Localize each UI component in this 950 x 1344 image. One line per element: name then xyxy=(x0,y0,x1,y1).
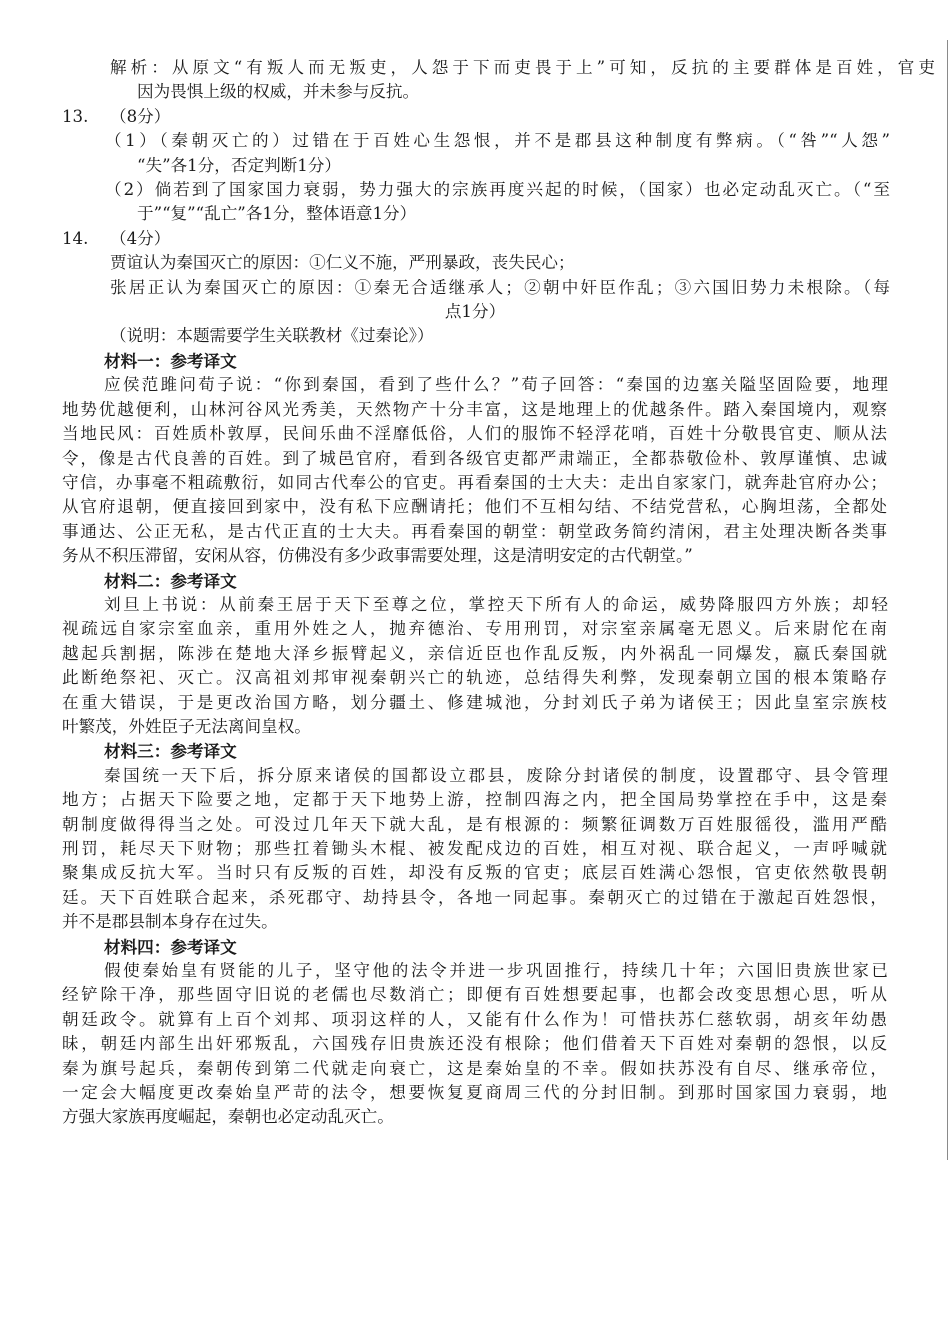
q14-line-3: 点1分） xyxy=(444,302,506,322)
material1-line: 务从不积压滞留，安闲从容，仿佛没有多少政事需要处理，这是清明安定的古代朝堂。” xyxy=(62,546,693,566)
material3-line: 聚集成反抗大军。当时只有反叛的百姓，却没有反叛的官吏；底层百姓满心怨恨，官吏依然敬畏朝 xyxy=(62,863,887,883)
material2-line: 叶繁茂，外姓臣子无法离间皇权。 xyxy=(62,716,311,736)
q12-analysis-line-2: 因为畏惧上级的权威，并未参与反抗。 xyxy=(137,82,420,102)
material3-paragraph xyxy=(0,764,950,935)
material2-line: 视疏远自家宗室血亲，重用外姓之人，抛弃德治、专用刑罚，对宗室亲属毫无恩义。后来尉佗在南 xyxy=(62,619,887,639)
material4-line: 朝廷政令。就算有上百个刘邦、项羽这样的人，又能有什么作为！可惜扶苏仁慈软弱，胡亥年幼愚 xyxy=(62,1009,887,1029)
material4-line: 经铲除干净，那些固守旧说的老儒也尽数消亡；即便有百姓想要起事，也都会改变思想心思，听从 xyxy=(62,985,887,1005)
material1-heading: 材料一：参考译文 xyxy=(104,350,237,371)
material2-paragraph xyxy=(0,593,950,739)
material3-heading: 材料三：参考译文 xyxy=(104,741,237,762)
material3-line: 并不是郡县制本身存在过失。 xyxy=(62,912,278,932)
material3-line: 朝制度做得得当之处。可没过几年天下就大乱，是有根源的：频繁征调数万百姓服徭役，滥用严酷 xyxy=(62,814,887,834)
q13-item2-line-1: （2）倘若到了国家国力衰弱，势力强大的宗族再度兴起的时候，（国家）也必定动乱灭亡。（“至 xyxy=(105,180,890,200)
material4-line: 一定会大幅度更改秦始皇严苛的法令，想要恢复夏商周三代的分封旧制。到那时国家国力衰弱，地 xyxy=(62,1083,887,1103)
material3-line: 地方；占据天下险要之地，定都于天下地势上游，控制四海之内，把全国局势掌控在手中，这是秦 xyxy=(62,790,887,810)
q13-item2-line-2: 于”“复”“乱亡”各1分，整体语意1分） xyxy=(137,204,417,224)
material4-heading: 材料四：参考译文 xyxy=(104,936,237,957)
material1-line: 地势优越便利，山林河谷风光秀美，天然物产十分丰富，这是地理上的优越条件。踏入秦国境内，观察 xyxy=(62,399,887,419)
material3-line: 秦国统一天下后，拆分原来诸侯的国都设立郡县，废除分封诸侯的制度，设置郡守、县令管理 xyxy=(104,765,888,785)
q14-line-1: 贾谊认为秦国灭亡的原因：①仁义不施，严刑暴政，丧失民心； xyxy=(110,253,575,273)
material2-line: 刘旦上书说：从前秦王居于天下至尊之位，掌控天下所有人的命运，威势降服四方外族；却轻 xyxy=(104,594,888,614)
q12-analysis-line-1: 解析：从原文“有叛人而无叛吏，人怨于下而吏畏于上”可知，反抗的主要群体是百姓，官吏 xyxy=(110,58,935,77)
q14-line-2: 张居正认为秦国灭亡的原因：①秦无合适继承人；②朝中奸臣作乱；③六国旧势力未根除。（每 xyxy=(110,277,890,297)
material1-line: 当地民风：百姓质朴敦厚，民间乐曲不淫靡低俗，人们的服饰不轻浮花哨，百姓十分敬畏官吏、顺从法 xyxy=(62,424,887,444)
material4-line: 假使秦始皇有贤能的儿子，坚守他的法令并进一步巩固推行，持续几十年；六国旧贵族世家已 xyxy=(104,961,888,981)
material1-line: 事通达、公正无私，是古代正直的士大夫。再看秦国的朝堂：朝堂政务简约清闲，君主处理决断各类事 xyxy=(62,521,887,541)
material4-line: 秦为旗号起兵，秦朝传到第二代就走向衰亡，这是秦始皇的不幸。假如扶苏没有自尽、继承帝位， xyxy=(62,1058,887,1078)
q14-note: （说明：本题需要学生关联教材《过秦论》） xyxy=(110,326,434,346)
q13-item1-line-1: （1）（秦朝灭亡的）过错在于百姓心生怨恨，并不是郡县这种制度有弊病。（“咎”“人怨” xyxy=(105,131,890,151)
q14-score: （4分） xyxy=(110,228,171,248)
page-content xyxy=(0,56,950,1130)
material2-line: 此断绝祭祀、灭亡。汉高祖刘邦审视秦朝兴亡的轨迹，总结得失利弊，发现秦朝立国的根本策略存 xyxy=(62,668,887,688)
material1-line: 应侯范雎问荀子说：“你到秦国，看到了些什么？”荀子回答：“秦国的边塞关隘坚固险要，地理 xyxy=(104,375,888,395)
material1-line: 令，像是古代良善的百姓。到了城邑官府，看到各级官吏都严肃端正，全都恭敬俭朴、敦厚谨慎、忠诚 xyxy=(62,448,887,468)
material1-paragraph xyxy=(0,373,950,568)
material4-line: 昧，朝廷内部生出奸邪叛乱，六国残存旧贵族还没有根除；他们借着天下百姓对秦朝的怨恨，以反 xyxy=(62,1034,887,1054)
material1-line: 守信，办事毫不粗疏敷衍，如同古代奉公的官吏。再看秦国的士大夫：走出自家家门，就奔赴官府办公； xyxy=(62,472,887,492)
material3-line: 廷。天下百姓联合起来，杀死郡守、劫持县令，各地一同起事。秦朝灭亡的过错在于激起百姓怨恨， xyxy=(62,887,887,907)
material4-line: 方强大家族再度崛起，秦朝也必定动乱灭亡。 xyxy=(62,1107,394,1127)
q14-header xyxy=(0,227,950,251)
q13-number: 13. xyxy=(62,106,89,126)
material3-line: 刑罚，耗尽天下财物；那些扛着锄头木棍、被发配戍边的百姓，相互对视、联合起义，一声呼喊就 xyxy=(62,839,887,858)
q13-header xyxy=(0,105,950,129)
material4-paragraph xyxy=(0,959,950,1130)
material2-line: 越起兵割据，陈涉在楚地大泽乡振臂起义，亲信近臣也作乱反叛，内外祸乱一同爆发，嬴氏秦国就 xyxy=(62,643,887,663)
material2-line: 在重大错误，于是更改治国方略，划分疆土、修建城池，分封刘氏子弟为诸侯王；因此皇室宗族枝 xyxy=(62,692,887,712)
material2-heading: 材料二：参考译文 xyxy=(104,570,237,591)
q13-item1-line-2: “失”各1分，否定判断1分） xyxy=(137,155,342,175)
q14-number: 14. xyxy=(62,228,89,248)
q13-score: （8分） xyxy=(110,106,171,126)
material1-line: 从官府退朝，便直接回到家中，没有私下应酬请托；他们不互相勾结、不结党营私，心胸坦荡，全都处 xyxy=(62,497,887,517)
